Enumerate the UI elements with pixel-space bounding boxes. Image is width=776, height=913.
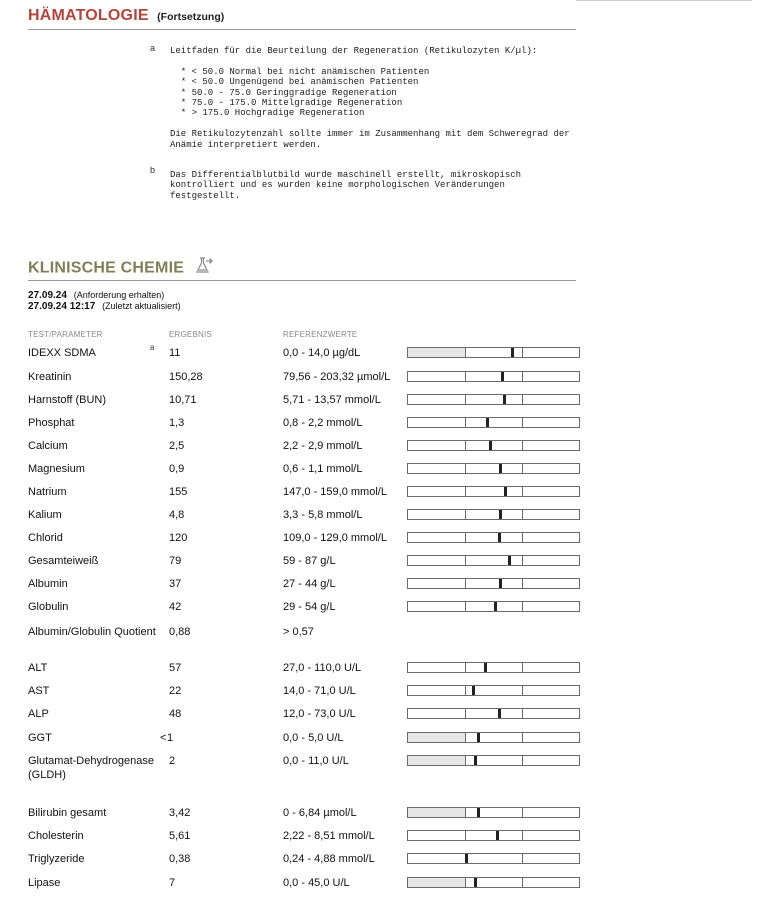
range-bar-divider [465,709,466,718]
range-bar [407,755,580,766]
footnote-line [170,119,570,129]
hematology-divider [28,29,576,30]
test-name: ALT [28,662,48,674]
result-value: 79 [169,555,182,567]
reference-range: 0,6 - 1,1 mmol/L [283,463,363,475]
reference-range: 14,0 - 71,0 U/L [283,685,356,697]
range-bar-divider [465,441,466,450]
range-bar [407,463,580,474]
result-value: 1,3 [169,417,185,429]
range-bar-divider [522,686,523,695]
range-bar-divider [465,579,466,588]
range-bar-divider [465,733,466,742]
reference-range: 0,0 - 11,0 U/L [283,755,349,767]
date-updated-note: (Zuletzt aktualisiert) [102,301,181,311]
range-bar-low-zone [408,878,465,887]
reference-range: 27 - 44 g/L [283,578,336,590]
range-bar [407,532,580,543]
range-bar [407,601,580,612]
footnote-line: * 50.0 - 75.0 Geringgradige Regeneration [170,87,397,98]
chemistry-header [28,257,215,280]
footnote-line: * > 175.0 Hochgradige Regeneration [170,108,365,119]
test-name: Harnstoff (BUN) [28,394,107,406]
range-bar-divider [465,372,466,381]
range-bar-low-zone [408,733,465,742]
range-bar-divider [522,464,523,473]
range-bar-divider [522,533,523,542]
result-value: 42 [169,601,182,613]
range-bar-divider [465,663,466,672]
test-name: IDEXX SDMA [28,347,96,359]
range-bar-low-zone [408,808,465,817]
range-bar [407,486,580,497]
range-bar-divider [522,808,523,817]
range-bar [407,662,580,673]
col-header-reference: REFERENZWERTE [283,330,358,339]
result-value: 37 [169,578,182,590]
footnote-line: * < 50.0 Normal bei nicht anämischen Patienten [170,66,430,77]
range-bar-marker [496,831,499,840]
test-name: ALP [28,708,49,720]
range-bar [407,509,580,520]
range-bar [407,371,580,382]
range-bar-marker [498,533,501,542]
range-bar [407,394,580,405]
result-value: 48 [169,708,182,720]
result-value: 0,38 [169,853,191,865]
reference-range: 3,3 - 5,8 mmol/L [283,509,363,521]
result-value: 11 [169,347,181,359]
range-bar-divider [522,756,523,765]
result-value: 5,61 [169,830,191,842]
test-name: Albumin/Globulin Quotient [28,626,156,638]
range-bar [407,830,580,841]
range-bar-marker [486,418,489,427]
range-bar-divider [522,709,523,718]
range-bar-divider [522,487,523,496]
range-bar-marker [503,395,506,404]
range-bar [407,877,580,888]
range-bar-divider [465,395,466,404]
footnote-line: kontrolliert und es wurden keine morphologischen Veränderungen [170,180,505,191]
hematology-divider-extension [576,0,752,1]
footnote-b-text [170,170,521,201]
test-name: Cholesterin [28,830,84,842]
result-value: 3,42 [169,807,191,819]
range-bar-low-zone [408,756,465,765]
result-value: 2 [169,755,176,767]
chemistry-divider [28,280,576,281]
footnote-line: Anämie interpretiert werden. [170,139,322,150]
range-bar-marker [508,556,511,565]
range-bar-divider [522,418,523,427]
result-value: 0,88 [169,626,191,638]
range-bar-divider [465,556,466,565]
footnote-a-mark: a [150,43,156,53]
reference-range: 0,0 - 5,0 U/L [283,732,344,744]
test-name: Chlorid [28,532,63,544]
range-bar [407,685,580,696]
range-bar-divider [522,510,523,519]
range-bar-divider [465,831,466,840]
range-bar-divider [522,831,523,840]
result-value: 1 [167,732,174,744]
range-bar [407,417,580,428]
footnote-b-mark: b [150,165,156,175]
range-bar-divider [522,733,523,742]
test-name: Globulin [28,601,69,613]
date-received-note: (Anforderung erhalten) [73,290,165,300]
col-header-result: ERGEBNIS [169,330,212,339]
reference-range: 2,22 - 8,51 mmol/L [283,830,375,842]
range-bar-divider [465,418,466,427]
footnote-line: Leitfaden für die Beurteilung der Regeneration (Retikulozyten K/µl): [170,46,538,56]
date-received [28,290,164,301]
footnote-line: * 75.0 - 175.0 Mittelgradige Regeneration [170,98,403,109]
range-bar-divider [465,686,466,695]
footnote-ref-mark: a [150,343,155,352]
footnote-line: festgestellt. [170,190,241,201]
range-bar-marker [477,808,480,817]
range-bar-marker [477,733,480,742]
result-value: 120 [169,532,188,544]
range-bar-divider [465,808,466,817]
result-value: 0,9 [169,463,185,475]
range-bar-divider [465,533,466,542]
col-header-test: TEST/PARAMETER [28,330,103,339]
test-name: Magnesium [28,463,85,475]
footnote-a-text [170,46,570,150]
result-value: 4,8 [169,509,185,521]
date-updated-value: 27.09.24 12:17 [28,301,96,312]
range-bar-divider [522,395,523,404]
hematology-title: HÄMATOLOGIE [28,7,149,24]
footnote-line: Die Retikulozytenzahl sollte immer im Zusammenhang mit dem Schweregrad der [170,129,570,140]
reference-range: 109,0 - 129,0 mmol/L [283,532,387,544]
test-name: Gesamteiweiß [28,555,99,567]
range-bar [407,347,580,358]
range-bar-divider [522,348,523,357]
range-bar-marker [499,510,502,519]
result-value: 22 [169,685,182,697]
range-bar-divider [522,579,523,588]
range-bar-divider [522,663,523,672]
reference-range: 59 - 87 g/L [283,555,336,567]
reference-range: 147,0 - 159,0 mmol/L [283,486,387,498]
chemistry-title: KLINISCHE CHEMIE [28,259,185,277]
range-bar-divider [522,602,523,611]
reference-range: 0,8 - 2,2 mmol/L [283,417,363,429]
result-value: 7 [169,877,176,889]
test-name: Bilirubin gesamt [28,807,107,819]
reference-range: 0,24 - 4,88 mmol/L [283,853,375,865]
range-bar-marker [499,464,502,473]
result-prefix: < [160,732,167,744]
reference-range: 5,71 - 13,57 mmol/L [283,394,381,406]
hematology-subtitle: (Fortsetzung) [157,11,225,23]
reference-range: 0 - 6,84 µmol/L [283,807,357,819]
range-bar-divider [522,854,523,863]
range-bar-marker [472,686,475,695]
range-bar [407,708,580,719]
range-bar-marker [504,487,507,496]
range-bar [407,440,580,451]
test-name: Glutamat-Dehydrogenase (GLDH) [28,755,154,781]
range-bar [407,807,580,818]
result-value: 155 [169,486,188,498]
range-bar [407,555,580,566]
range-bar-low-zone [408,348,465,357]
reference-range: 12,0 - 73,0 U/L [283,708,356,720]
range-bar-divider [465,878,466,887]
test-name: Calcium [28,440,68,452]
range-bar-marker [498,709,501,718]
range-bar-divider [465,602,466,611]
reference-range: > 0,57 [283,626,314,638]
range-bar-divider [522,372,523,381]
range-bar-marker [511,348,514,357]
range-bar-marker [465,854,468,863]
date-received-value: 27.09.24 [28,290,67,301]
range-bar-marker [474,878,477,887]
test-name: Phosphat [28,417,75,429]
range-bar-marker [501,372,504,381]
reference-range: 0,0 - 14,0 µg/dL [283,347,361,359]
range-bar-divider [465,464,466,473]
range-bar-divider [465,348,466,357]
test-name: AST [28,685,50,697]
range-bar-marker [474,756,477,765]
reference-range: 2,2 - 2,9 mmol/L [283,440,363,452]
range-bar-marker [484,663,487,672]
test-name: GGT [28,732,52,744]
range-bar [407,578,580,589]
flask-arrow-icon[interactable] [195,257,215,280]
test-name: Albumin [28,578,68,590]
test-name: Kreatinin [28,371,72,383]
range-bar-divider [465,510,466,519]
reference-range: 79,56 - 203,32 µmol/L [283,371,391,383]
footnote-line [170,56,570,66]
footnote-line: * < 50.0 Ungenügend bei anämischen Patienten [170,77,419,88]
result-value: 10,71 [169,394,197,406]
test-name: Lipase [28,877,61,889]
result-value: 2,5 [169,440,185,452]
range-bar-marker [499,579,502,588]
test-name: Kalium [28,509,62,521]
range-bar-divider [522,878,523,887]
range-bar-divider [522,441,523,450]
range-bar-marker [494,602,497,611]
result-value: 150,28 [169,371,203,383]
range-bar-divider [465,487,466,496]
test-name: Natrium [28,486,67,498]
range-bar-marker [489,441,492,450]
range-bar [407,853,580,864]
reference-range: 0,0 - 45,0 U/L [283,877,350,889]
range-bar-divider [465,756,466,765]
range-bar-divider [522,556,523,565]
reference-range: 29 - 54 g/L [283,601,336,613]
test-name: Triglyzeride [28,853,85,865]
range-bar [407,732,580,743]
date-updated [28,301,181,312]
hematology-header [28,7,224,25]
footnote-line: Das Differentialblutbild wurde maschinell erstellt, mikroskopisch [170,170,522,180]
reference-range: 27,0 - 110,0 U/L [283,662,362,674]
result-value: 57 [169,662,182,674]
